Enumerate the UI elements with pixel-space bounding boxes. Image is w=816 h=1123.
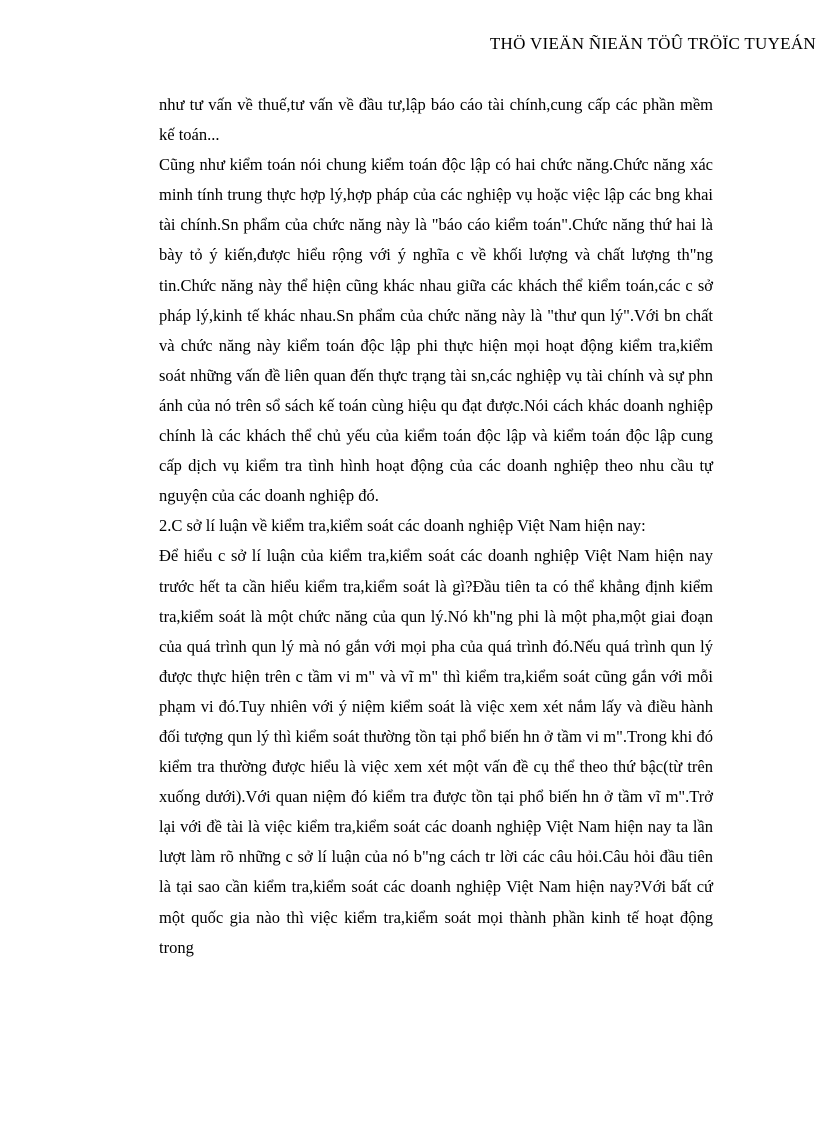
section-heading: 2.C sở lí luận về kiểm tra,kiểm soát các doanh nghiệp Việt Nam hiện nay: [159, 516, 646, 536]
paragraph-1: như tư vấn về thuế,tư vấn về đầu tư,lập báo cáo tài chính,cung cấp các phần mềm kế toán... [159, 95, 713, 145]
page-header: THÖ VIEÄN ÑIEÄN TÖÛ TRÖÏC TUYEÁN [489, 34, 816, 53]
document-body [159, 90, 713, 963]
paragraph-2: Cũng như kiểm toán nói chung kiểm toán độc lập có hai chức năng.Chức năng xác minh tính trung thực hợp lý,hợp pháp của các nghiệp vụ hoặc việc lập các bng khai tài chính.Sn phẩm của chức năng này là "báo cáo kiểm toán".Chức năng thứ hai là bày tỏ ý kiến,được hiểu rộng với ý nghĩa c về khối lượng và chất lượng th"ng tin.Chức năng này thể hiện cũng khác nhau giữa các khách thể kiểm toán,các c sở pháp lý,kinh tế khác nhau.Sn phẩm của chức năng này là "thư qun lý".Với bn chất và chức năng này kiểm toán độc lập phi thực hiện mọi hoạt động kiểm tra,kiểm soát những vấn đề liên quan đến thực trạng tài sn,các nghiệp vụ tài chính và sự phn ánh của nó trên sổ sách kế toán cùng hiệu qu đạt được.Nói cách khác doanh nghiệp chính là các khách thể chủ yếu của kiểm toán độc lập và kiểm toán độc lập cung cấp dịch vụ kiểm tra tình hình hoạt động của các doanh nghiệp theo nhu cầu tự nguyện của các doanh nghiệp đó. [159, 155, 713, 506]
paragraph-3: Để hiểu c sở lí luận của kiểm tra,kiểm soát các doanh nghiệp Việt Nam hiện nay trước hết ta cần hiểu kiểm tra,kiểm soát là gì?Đầu tiên ta có thể khẳng định kiểm tra,kiểm soát là một chức năng của qun lý.Nó kh"ng phi là một pha,một giai đoạn của quá trình qun lý mà nó gắn với mọi pha của quá trình đó.Nếu quá trình qun lý được thực hiện trên c tầm vi m" và vĩ m" thì kiểm tra,kiểm soát cũng gắn với mỗi phạm vi đó.Tuy nhiên với ý niệm kiểm soát là việc xem xét nắm lấy và điều hành đối tượng qun lý thì kiểm soát thường tồn tại phổ biến hn ở tầm vi m".Trong khi đó kiểm tra thường được hiểu là việc xem xét một vấn đề cụ thể theo thứ bậc(từ trên xuống dưới).Với quan niệm đó kiểm tra được tồn tại phổ biến hn ở tầm vĩ m".Trở lại với đề tài là việc kiểm tra,kiểm soát các doanh nghiệp Việt Nam hiện nay ta lần lượt làm rõ những c sở lí luận của nó b"ng cách tr lời các câu hỏi.Câu hỏi đầu tiên là tại sao cần kiểm tra,kiểm soát các doanh nghiệp Việt Nam hiện nay?Với bất cứ một quốc gia nào thì việc kiểm tra,kiểm soát mọi thành phần kinh tế hoạt động trong [159, 546, 713, 957]
